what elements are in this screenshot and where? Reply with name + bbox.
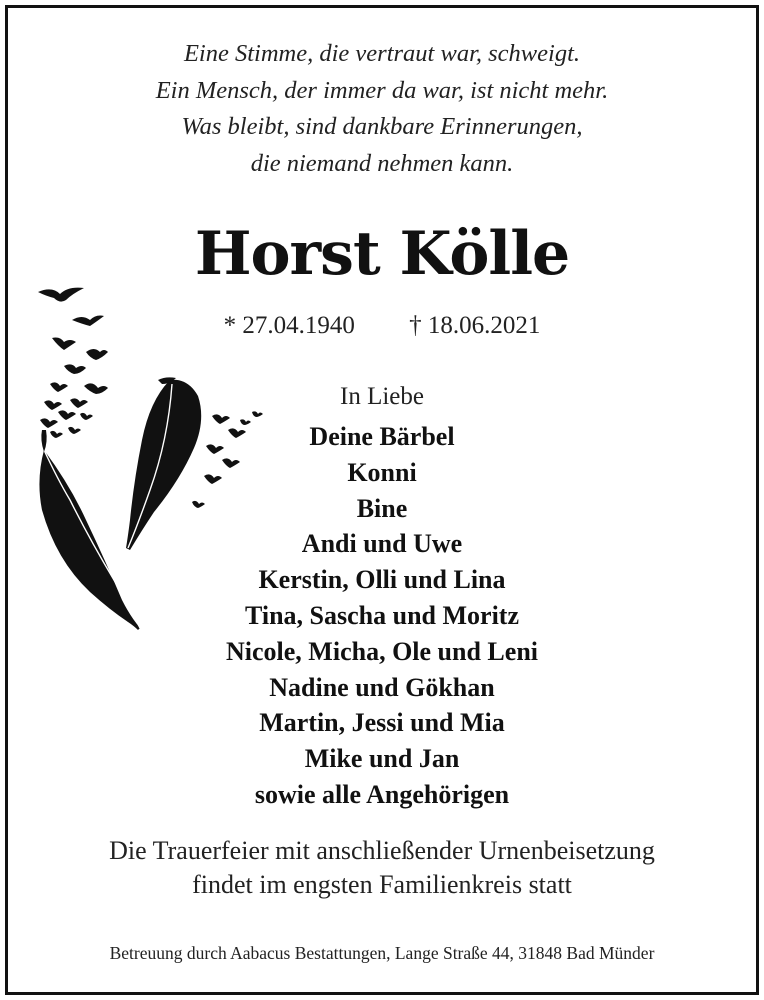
mourner-name: Nadine und Gökhan [269,672,495,702]
service-line: Die Trauerfeier mit anschließender Urnenbeisetzung [109,836,655,865]
mourner-name: Tina, Sascha und Moritz [244,600,519,630]
mourner-name: Bine [356,493,408,523]
poem-line: Was bleibt, sind dankbare Erinnerungen, [181,113,583,140]
mourner-name: Mike und Jan [304,744,460,774]
poem-line: die niemand nehmen kann. [250,149,514,177]
service-line: findet im engsten Familienkreis statt [192,870,572,899]
mourner-name: Martin, Jessi und Mia [259,708,505,738]
mourner-name: Konni [347,457,417,487]
deceased-name: Horst Kölle [194,219,570,289]
poem-line: Eine Stimme, die vertraut war, schweigt. [183,40,581,67]
mourner-name: Deine Bärbel [309,422,455,451]
service-info [0,834,764,902]
mourners-intro: In Liebe [340,383,424,410]
mourner-name: Nicole, Micha, Ole und Leni [226,636,538,666]
poem [0,36,764,182]
mourners-list [0,419,764,813]
mourner-name: sowie alle Angehörigen [254,779,510,809]
death-date: † 18.06.2021 [409,312,541,339]
mourner-name: Kerstin, Olli und Lina [258,565,506,595]
mourner-name: Andi und Uwe [301,529,463,559]
poem-line: Ein Mensch, der immer da war, ist nicht mehr. [155,76,609,104]
birth-date: * 27.04.1940 [223,312,355,339]
funeral-home-footer: Betreuung durch Aabacus Bestattungen, Lange Straße 44, 31848 Bad Münder [109,943,655,963]
